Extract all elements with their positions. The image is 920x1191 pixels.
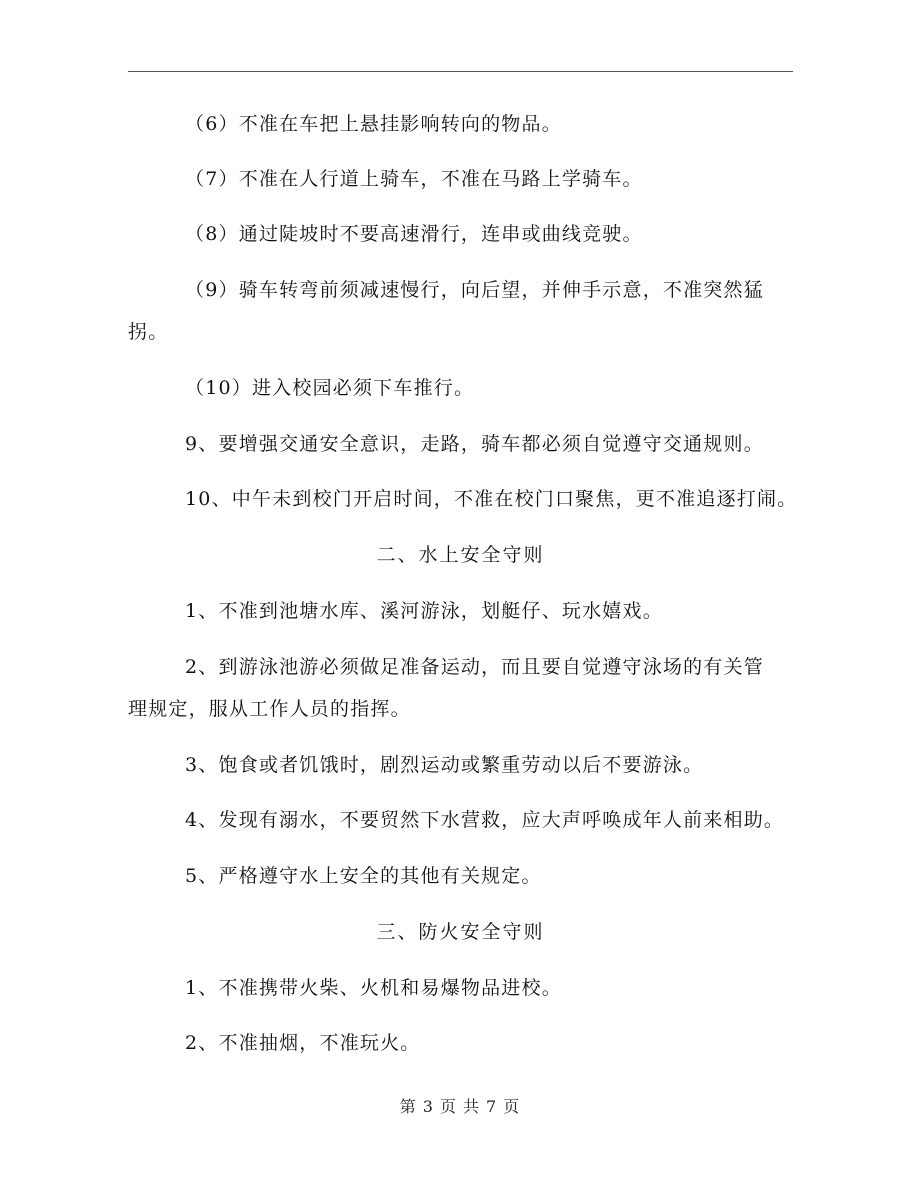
paragraph-traffic-rule-10: 10、中午未到校门开启时间，不准在校门口聚焦，更不准追逐打闹。: [185, 488, 798, 510]
footer-middle: 页 共: [439, 1097, 481, 1116]
footer-prefix: 第: [399, 1097, 417, 1116]
paragraph-traffic-rule-9: 9、要增强交通安全意识，走路，骑车都必须自觉遵守交通规则。: [185, 433, 764, 455]
paragraph-water-rule-2: 2、到游泳池游必须做足准备运动，而且要自觉遵守泳场的有关管: [185, 656, 764, 678]
paragraph-water-rule-1: 1、不准到池塘水库、溪河游泳，划艇仔、玩水嬉戏。: [185, 600, 663, 622]
footer-suffix: 页: [503, 1097, 521, 1116]
total-page-count: 7: [486, 1097, 498, 1116]
current-page-number: 3: [422, 1097, 434, 1116]
section-heading-water-safety: 二、水上安全守则: [376, 544, 545, 566]
paragraph-fire-rule-2: 2、不准抽烟，不准玩火。: [185, 1032, 421, 1054]
paragraph-item-6: （6）不准在车把上悬挂影响转向的物品。: [185, 113, 562, 135]
paragraph-water-rule-3: 3、饱食或者饥饿时，剧烈运动或繁重劳动以后不要游泳。: [185, 754, 704, 776]
section-heading-fire-safety: 三、防火安全守则: [376, 921, 545, 943]
paragraph-water-rule-5: 5、严格遵守水上安全的其他有关规定。: [185, 865, 542, 887]
paragraph-item-9-continued: 拐。: [128, 321, 169, 343]
paragraph-water-rule-4: 4、发现有溺水，不要贸然下水营救，应大声呼唤成年人前来相助。: [185, 809, 785, 831]
paragraph-water-rule-2-continued: 理规定，服从工作人员的指挥。: [128, 698, 411, 720]
page-footer: [0, 1096, 920, 1118]
paragraph-fire-rule-1: 1、不准携带火柴、火机和易爆物品进校。: [185, 977, 562, 999]
paragraph-item-9: （9）骑车转弯前须减速慢行，向后望，并伸手示意，不准突然猛: [185, 279, 764, 301]
paragraph-item-8: （8）通过陡坡时不要高速滑行，连串或曲线竞驶。: [185, 223, 643, 245]
header-rule: [128, 71, 793, 72]
paragraph-item-10: （10）进入校园必须下车推行。: [185, 377, 475, 399]
paragraph-item-7: （7）不准在人行道上骑车，不准在马路上学骑车。: [185, 168, 643, 190]
